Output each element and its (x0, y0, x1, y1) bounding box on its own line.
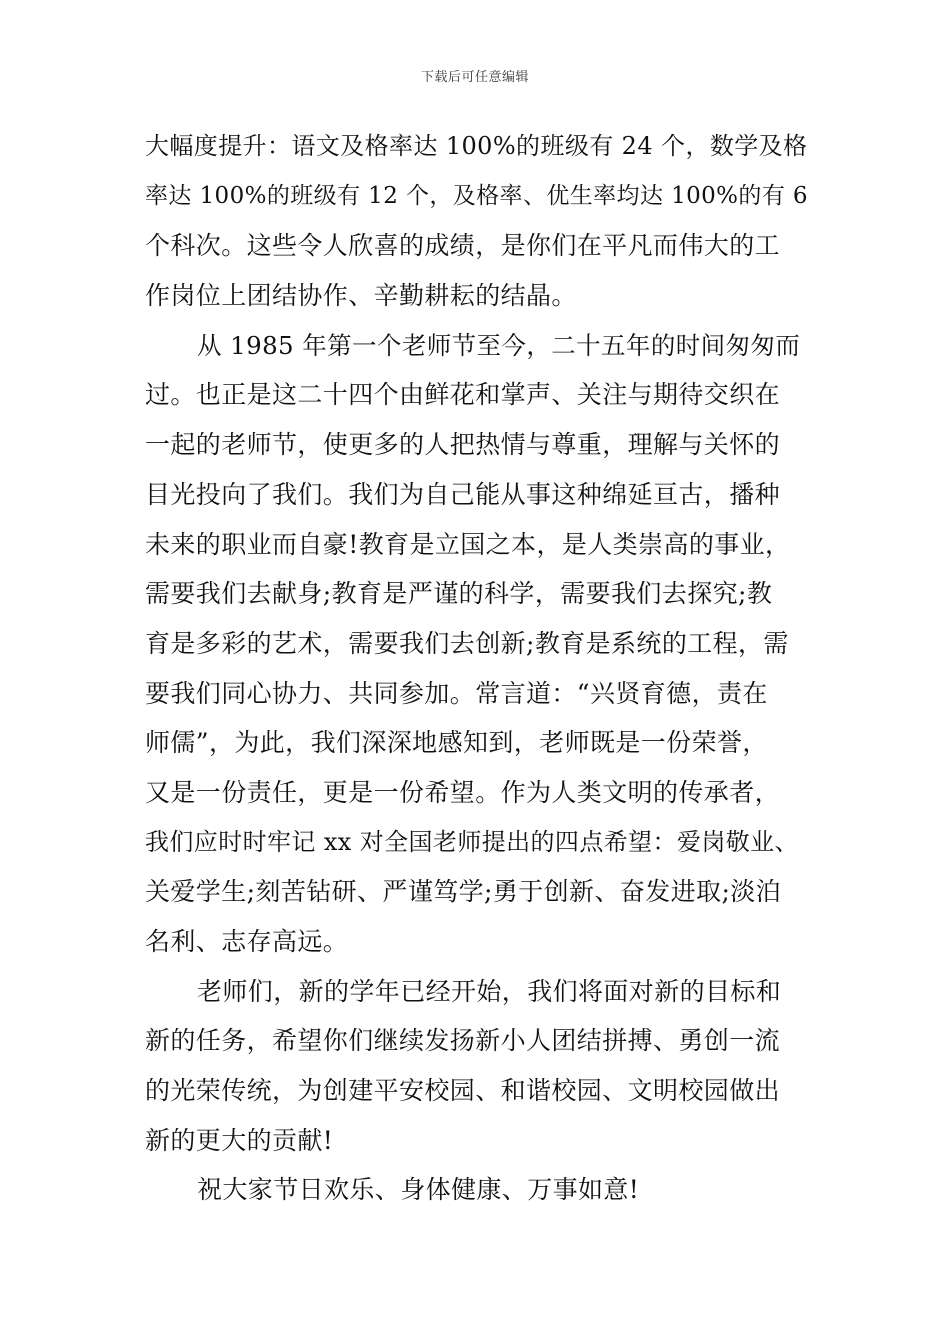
text-line: 师儒”，为此，我们深深地感知到，老师既是一份荣誉， (145, 728, 768, 758)
text-line: 新的更大的贡献! (145, 1125, 334, 1155)
text-line: 育是多彩的艺术，需要我们去创新;教育是系统的工程，需 (145, 628, 789, 658)
text-line: 新的任务，希望你们继续发扬新小人团结拼搏、勇创一流 (145, 1026, 781, 1056)
text-line: 未来的职业而自豪!教育是立国之本，是人类崇高的事业， (145, 529, 791, 559)
document-body (145, 122, 810, 1215)
text-line: 我们应时时牢记 xx 对全国老师提出的四点希望：爱岗敬业、 (145, 827, 799, 856)
text-line: 需要我们去献身;教育是严谨的科学，需要我们去探究;教 (145, 579, 773, 609)
text-line: 的光荣传统，为创建平安校园、和谐校园、文明校园做出 (145, 1076, 781, 1106)
text-line: 从 1985 年第一个老师节至今，二十五年的时间匆匆而 (197, 330, 801, 360)
text-line: 一起的老师节，使更多的人把热情与尊重，理解与关怀的 (145, 430, 781, 460)
text-line: 又是一份责任，更是一份希望。作为人类文明的传承者， (145, 777, 781, 807)
text-line: 祝大家节日欢乐、身体健康、万事如意! (197, 1175, 640, 1205)
text-line: 要我们同心协力、共同参加。常言道：“兴贤育德，责在 (145, 678, 768, 708)
page-header: 下载后可任意编辑 (420, 70, 529, 85)
text-line: 个科次。这些令人欣喜的成绩，是你们在平凡而伟大的工 (145, 231, 781, 261)
text-line: 目光投向了我们。我们为自己能从事这种绵延亘古，播种 (145, 479, 781, 509)
text-line: 作岗位上团结协作、辛勤耕耘的结晶。 (145, 281, 577, 311)
text-line: 大幅度提升：语文及格率达 100%的班级有 24 个，数学及格 (145, 132, 808, 160)
text-line: 老师们，新的学年已经开始，我们将面对新的目标和 (197, 976, 782, 1006)
text-line: 名利、志存高远。 (145, 927, 349, 956)
text-line: 率达 100%的班级有 12 个，及格率、优生率均达 100%的有 6 (145, 182, 808, 209)
text-line: 关爱学生;刻苦钻研、严谨笃学;勇于创新、奋发进取;淡泊 (145, 877, 782, 907)
text-line: 过。也正是这二十四个由鲜花和掌声、关注与期待交织在 (145, 380, 781, 410)
